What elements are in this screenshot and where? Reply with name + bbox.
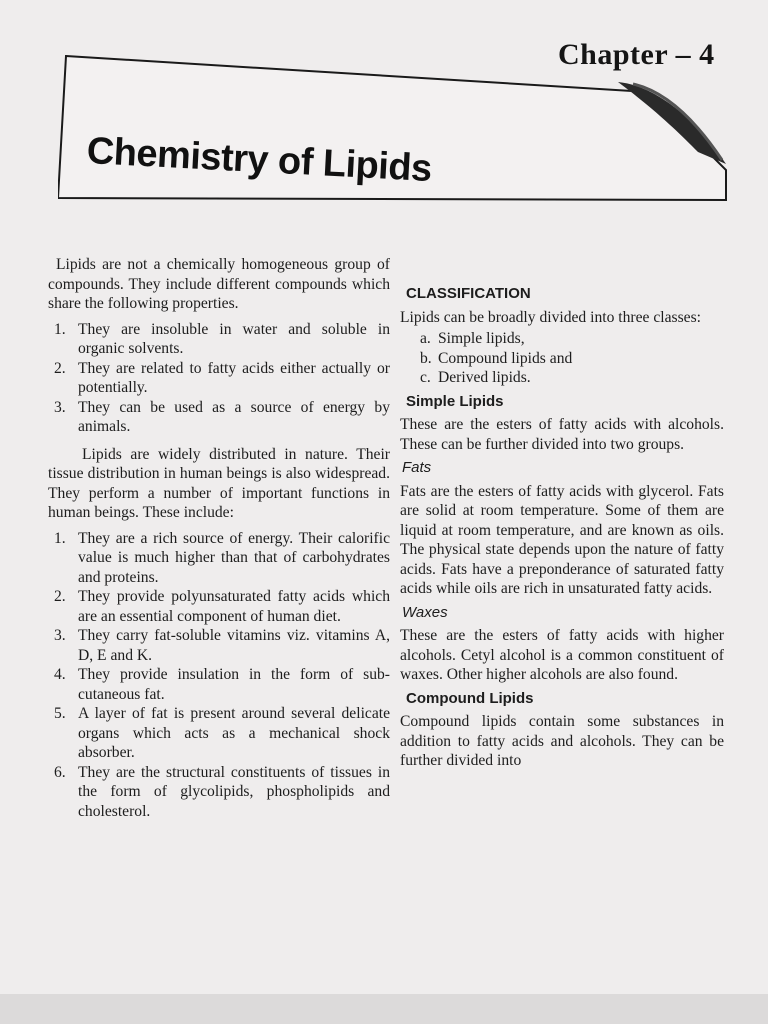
classification-heading: CLASSIFICATION [406, 285, 531, 302]
compound-lipids-heading: Compound Lipids [406, 689, 534, 707]
list-item: 5. A layer of fat is present around several delicate organs which acts as a mechanical shock absorber. [54, 705, 390, 761]
simple-lipids-paragraph: These are the esters of fatty acids with alcohols. These can be further divided into two groups. [400, 416, 724, 453]
compound-lipids-paragraph: Compound lipids contain some substances in addition to fatty acids and alcohols. They can be further divided into [400, 713, 724, 769]
classification-paragraph: Lipids can be broadly divided into three classes: [400, 308, 701, 326]
list-item: c. Derived lipids. [420, 369, 531, 386]
chapter-label: Chapter – 4 [558, 38, 715, 71]
list-item: 6. They are the structural constituents of tissues in the form of glycolipids, phospholipids and cholesterol. [54, 763, 390, 820]
intro-paragraph: Lipids are not a chemically homogeneous group of compounds. They include different compounds which share the following properties. [48, 256, 390, 312]
list-item: 3. They carry fat-soluble vitamins viz. vitamins A, D, E and K. [54, 627, 390, 664]
list-item: 3. They can be used as a source of energy by animals. [54, 398, 390, 435]
chapter-title: Chemistry of Lipids [85, 130, 433, 191]
fats-heading: Fats [402, 459, 432, 476]
left-column [48, 255, 390, 821]
list-item: 1. They are a rich source of energy. Their calorific value is much higher than that of carbohydrates and proteins. [54, 529, 390, 586]
fats-paragraph: Fats are the esters of fatty acids with glycerol. Fats are solid at room temperature. Some of them are liquid at room temperature, and are known as oils. The physical state depends upon the nature of fatty acids. Fats have a preponderance of saturated fatty acids while oils are rich in unsaturated fatty acids. [400, 482, 724, 597]
scan-edge [0, 994, 768, 1024]
waxes-heading: Waxes [402, 603, 448, 621]
list-item: b. Compound lipids and [420, 349, 573, 367]
list-item: 1. They are insoluble in water and soluble in organic solvents. [54, 320, 390, 357]
classes-list [400, 329, 724, 388]
list-item: 2. They provide polyunsaturated fatty acids which are an essential component of human diet. [54, 588, 390, 625]
list-item: 4. They provide insulation in the form of sub-cutaneous fat. [54, 666, 390, 703]
functions-list [48, 529, 390, 822]
waxes-paragraph: These are the esters of fatty acids with higher alcohols. Cetyl alcohol is a common constituent of waxes. Other higher alcohols are also found. [400, 627, 724, 683]
right-column [400, 280, 724, 773]
distribution-paragraph: Lipids are widely distributed in nature. Their tissue distribution in human beings is also widespread. They perform a number of important functions in human beings. These include: [48, 445, 390, 521]
properties-list [48, 320, 390, 437]
simple-lipids-heading: Simple Lipids [406, 392, 504, 410]
list-item: 2. They are related to fatty acids either actually or potentially. [54, 359, 390, 396]
list-item: a. Simple lipids, [420, 330, 525, 347]
